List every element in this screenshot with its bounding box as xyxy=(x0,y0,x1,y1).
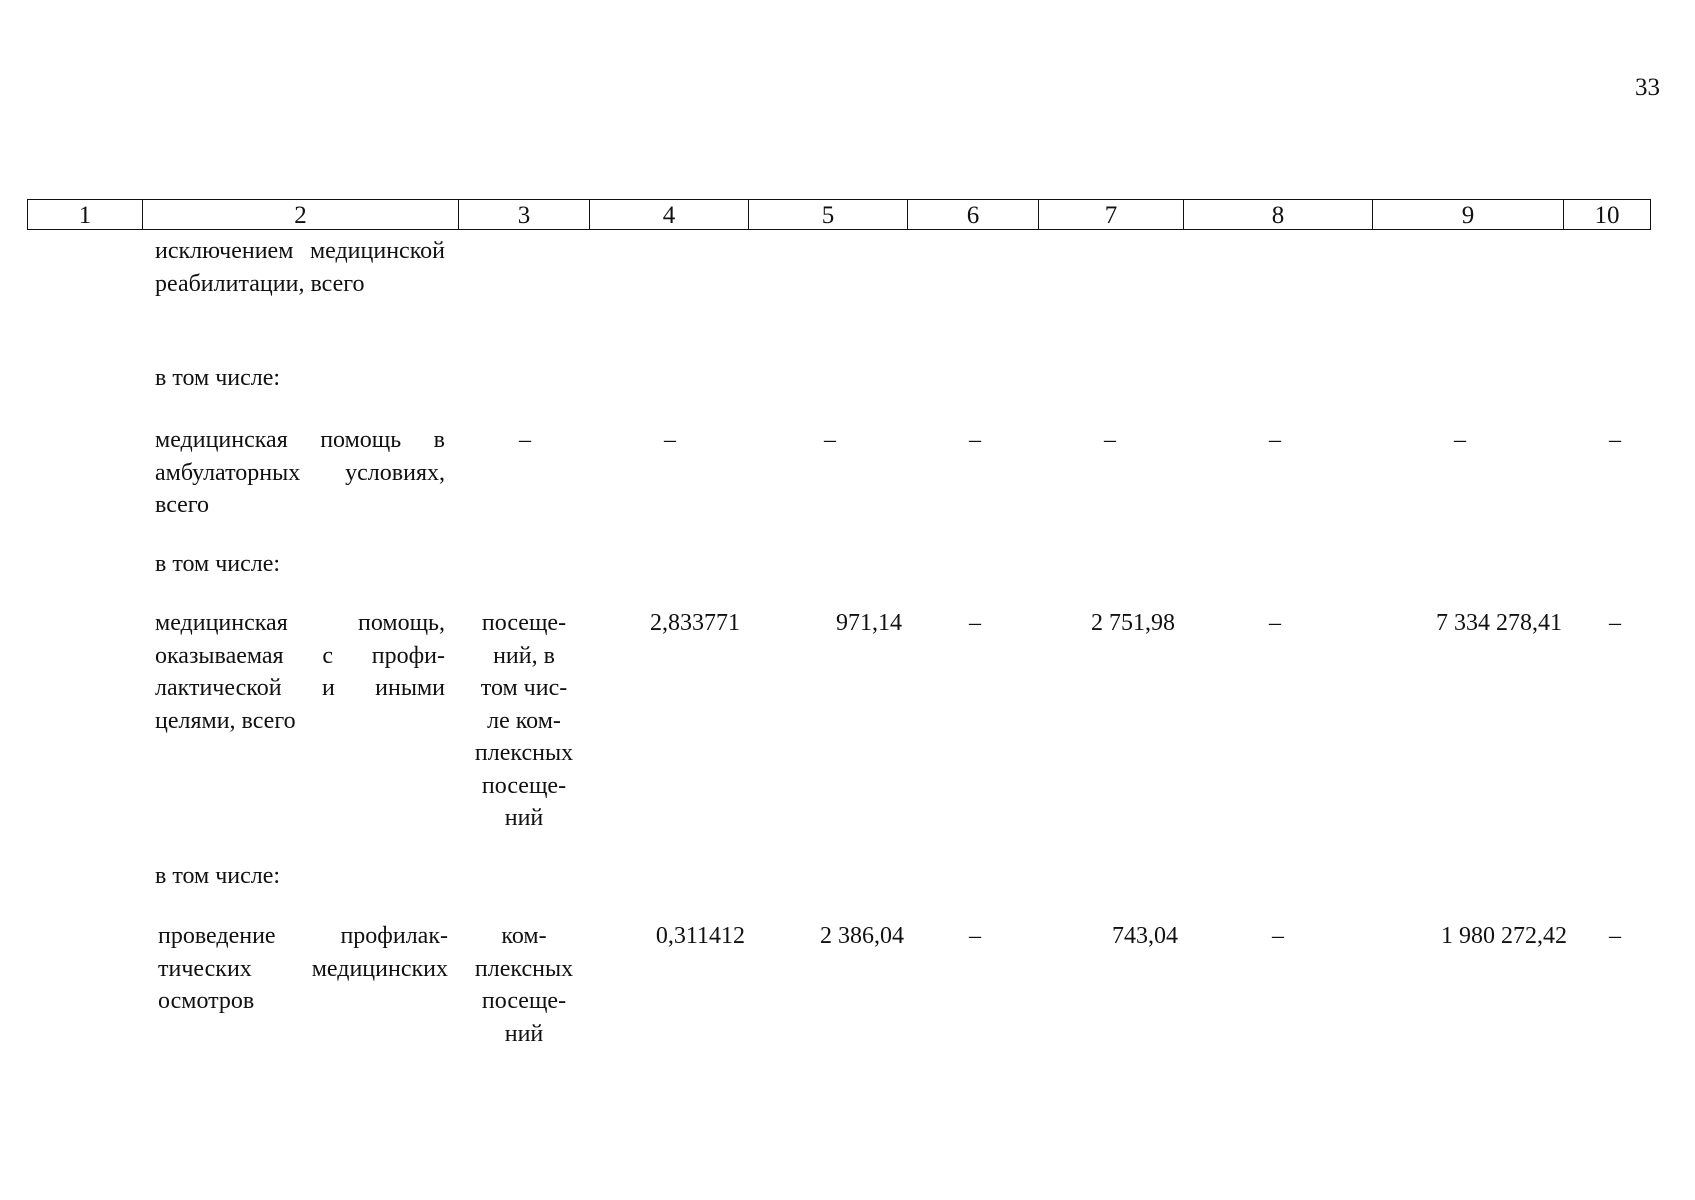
header-cell-7: 7 xyxy=(1039,199,1184,230)
header-cell-10: 10 xyxy=(1564,199,1651,230)
header-cell-9: 9 xyxy=(1373,199,1564,230)
page-number: 33 xyxy=(1635,74,1660,101)
row-col7: 2 751,98 xyxy=(1091,610,1175,636)
row-col7: 743,04 xyxy=(1112,923,1178,949)
row-description: медицинская помощь, оказываемая с профилактической и иными целями, всего xyxy=(155,610,445,734)
row-col4: 0,311412 xyxy=(655,923,745,949)
header-cell-1: 1 xyxy=(27,199,143,230)
header-cell-8: 8 xyxy=(1184,199,1373,230)
row-unit: посеще- ний, в том чис- ле ком- плексных посеще- ний xyxy=(474,610,574,831)
row-col6: – xyxy=(969,610,981,636)
row-unit: ком- плексных посеще- ний xyxy=(474,923,574,1047)
header-cell-5: 5 xyxy=(749,199,908,230)
header-cell-2: 2 xyxy=(143,199,459,230)
row-description: проведение профилактических медицинских осмотров xyxy=(158,923,448,1014)
row-col7: – xyxy=(1104,427,1116,453)
row-col8: – xyxy=(1269,610,1281,636)
row-subheading: в том числе: xyxy=(155,551,281,577)
row-col10: – xyxy=(1609,923,1621,949)
row-col4: 2,833771 xyxy=(650,610,740,636)
row-col10: – xyxy=(1609,610,1621,636)
row-col6: – xyxy=(969,923,981,949)
header-cell-3: 3 xyxy=(459,199,590,230)
row-col5: 971,14 xyxy=(836,610,902,636)
row-col9: 1 980 272,42 xyxy=(1441,923,1567,949)
row-col4: – xyxy=(664,427,676,453)
header-cell-4: 4 xyxy=(590,199,749,230)
header-cell-6: 6 xyxy=(908,199,1039,230)
row-col10: – xyxy=(1609,427,1621,453)
row-description: исключением медицинской реабилитации, всего xyxy=(155,238,445,297)
row-unit: – xyxy=(519,427,531,453)
row-col9: – xyxy=(1454,427,1466,453)
row-col5: 2 386,04 xyxy=(820,923,904,949)
row-col5: – xyxy=(824,427,836,453)
row-subheading: в том числе: xyxy=(155,365,281,391)
row-subheading: в том числе: xyxy=(155,863,281,889)
row-col8: – xyxy=(1272,923,1284,949)
row-col6: – xyxy=(969,427,981,453)
row-col8: – xyxy=(1269,427,1281,453)
row-col9: 7 334 278,41 xyxy=(1436,610,1562,636)
row-description: медицинская помощь в амбулаторных условиях, всего xyxy=(155,427,445,518)
